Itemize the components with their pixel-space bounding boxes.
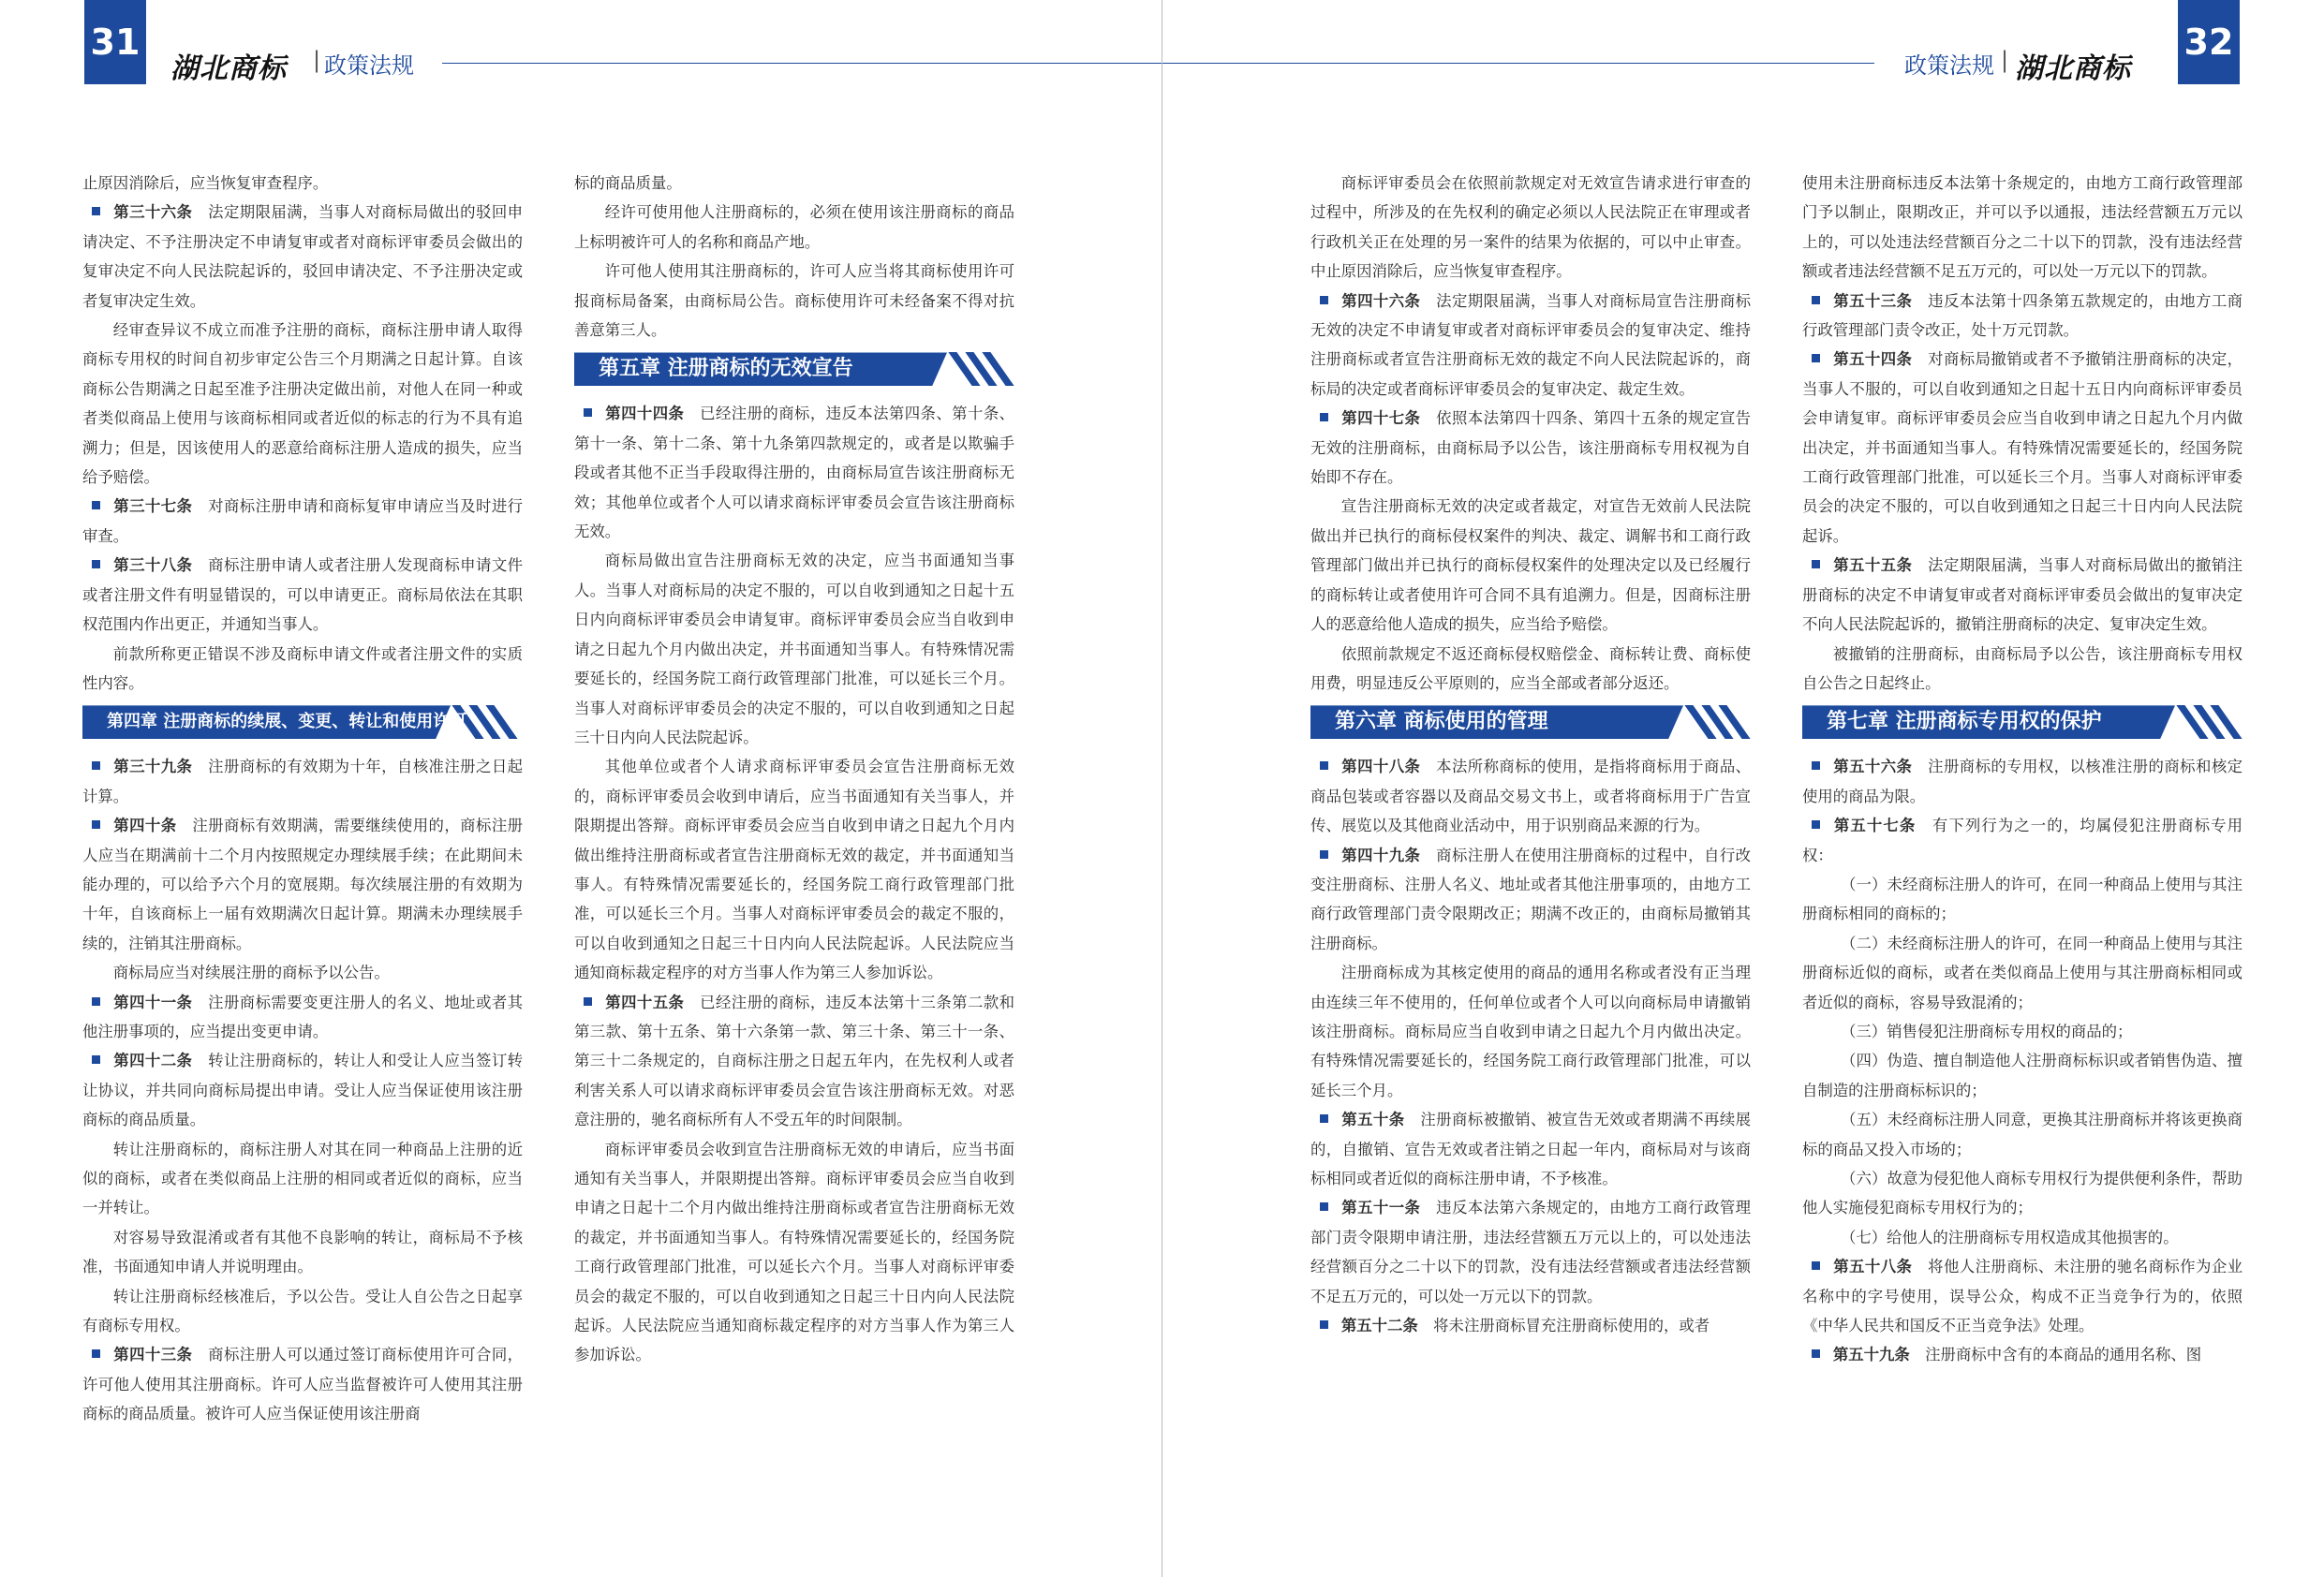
square-bullet-icon [1320, 1320, 1328, 1329]
article-number: 第四十九条 [1340, 846, 1421, 864]
paragraph: 经审查异议不成立而准予注册的商标，商标注册申请人取得商标专用权的时间自初步审定公告三个月期满之日起计算。自该商标公告期满之日起至准予注册决定做出前，对他人在同一种或者类似商品上使用与该商标相同或者近似的标志的行为不具有追溯力；但是，因该使用人的恶意给商标注册人造成的损失，应当给予赔偿。 [82, 321, 523, 487]
law-article [1310, 1105, 1751, 1193]
list-item: （五）未经商标注册人同意，更换其注册商标并将该更换商标的商品又投入市场的； [1802, 1111, 2243, 1158]
square-bullet-icon [584, 408, 592, 417]
law-article [1802, 1340, 2243, 1369]
paragraph: 商标评审委员会在依照前款规定对无效宣告请求进行审查的过程中，所涉及的在先权利的确定必须以人民法院正在审理或者行政机关正在处理的另一案件的结果为依据的，可以中止审查。中止原因消除后，应当恢复审查程序。 [1310, 174, 1751, 281]
article-text: 将未注册商标冒充注册商标使用的，或者 [1433, 1317, 1710, 1335]
right-page-column-2 [1802, 169, 2243, 1370]
square-bullet-icon [92, 501, 100, 509]
article-text: 违反本法第六条规定的，由地方工商行政管理部门责令限期申请注册，违法经营额五万元以上的，可以处违法经营额百分之二十以下的罚款，没有违法经营额或者违法经营额不足五万元的，可以处一万元以下的罚款。 [1310, 1199, 1752, 1305]
chapter-title: 第四章 注册商标的续展、变更、转让和使用许可 [107, 712, 467, 732]
article-text: 将他人注册商标、未注册的驰名商标作为企业名称中的字号使用，误导公众，构成不正当竞争行为的，依照《中华人民共和国反不正当竞争法》处理。 [1802, 1258, 2243, 1335]
paragraph: 标的商品质量。 [574, 174, 682, 192]
article-number: 第五十六条 [1832, 758, 1913, 776]
left-page-column-2 [574, 169, 1014, 1370]
article-number: 第五十七条 [1832, 817, 1917, 835]
article-number: 第三十九条 [112, 758, 193, 776]
paragraph: 前款所称更正错误不涉及商标申请文件或者注册文件的实质性内容。 [82, 644, 523, 692]
page-number-right: 32 [2178, 0, 2240, 84]
article-text: 注册商标的专用权，以核准注册的商标和核定使用的商品为限。 [1802, 758, 2243, 805]
law-article [1310, 404, 1751, 492]
article-number: 第五十九条 [1832, 1346, 1910, 1364]
square-bullet-icon [92, 560, 100, 568]
header-separator-left: | [313, 47, 321, 73]
paragraph: 许可他人使用其注册商标的，许可人应当将其商标使用许可报商标局备案，由商标局公告。商标使用许可未经备案不得对抗善意第三人。 [574, 262, 1014, 340]
chapter-heading [82, 705, 523, 739]
chapter-heading [1802, 705, 2243, 739]
square-bullet-icon [92, 761, 100, 770]
header-separator-right: | [2001, 47, 2009, 73]
article-number: 第四十八条 [1340, 758, 1421, 776]
article-number: 第五十五条 [1832, 556, 1913, 575]
paragraph: 止原因消除后，应当恢复审查程序。 [82, 174, 329, 192]
list-item: （二）未经商标注册人的许可，在同一种商品上使用与其注册商标近似的商标，或者在类似商品上使用与其注册商标相同或者近似的商标，容易导致混淆的； [1802, 934, 2243, 1011]
magazine-logo-left: 湖北商标 [170, 52, 287, 85]
law-article [1310, 752, 1751, 840]
article-number: 第四十四条 [604, 405, 685, 423]
paragraph: 经许可使用他人注册商标的，必须在使用该注册商标的商品上标明被许可人的名称和商品产地。 [574, 203, 1014, 251]
article-number: 第五十八条 [1832, 1258, 1913, 1276]
article-text: 法定期限届满，当事人对商标局做出的驳回申请决定、不予注册决定不申请复审或者对商标评审委员会做出的复审决定不向人民法院起诉的，驳回申请决定、不予注册决定或者复审决定生效。 [82, 203, 524, 310]
law-article [1802, 551, 2243, 639]
article-number: 第三十七条 [112, 497, 193, 516]
law-article [82, 811, 523, 958]
article-number: 第五十三条 [1832, 291, 1913, 310]
paragraph: 被撤销的注册商标，由商标局予以公告，该注册商标专用权自公告之日起终止。 [1802, 644, 2243, 692]
law-article [1310, 287, 1751, 405]
article-text: 有下列行为之一的，均属侵犯注册商标专用权： [1802, 817, 2243, 864]
law-article [1310, 1193, 1751, 1311]
paragraph: 商标局做出宣告注册商标无效的决定，应当书面通知当事人。当事人对商标局的决定不服的，可以自收到通知之日起十五日内向商标评审委员会申请复审。商标评审委员会应当自收到申请之日起九个月内做出决定，并书面通知当事人。有特殊情况需要延长的，经国务院工商行政管理部门批准，可以延长三个月。当事人对商标评审委员会的决定不服的，可以自收到通知之日起三十日内向人民法院起诉。 [574, 552, 1014, 746]
article-text: 注册商标的有效期为十年，自核准注册之日起计算。 [82, 758, 524, 805]
square-bullet-icon [1812, 560, 1820, 568]
article-number: 第五十二条 [1340, 1317, 1418, 1335]
law-article [82, 1046, 523, 1134]
square-bullet-icon [92, 997, 100, 1006]
square-bullet-icon [1320, 413, 1328, 421]
article-number: 第五十条 [1340, 1111, 1405, 1129]
law-article [574, 399, 1014, 546]
law-article [82, 1340, 523, 1428]
article-number: 第四十六条 [1340, 291, 1421, 310]
chapter-title: 第五章 注册商标的无效宣告 [599, 357, 853, 381]
article-text: 商标注册人可以通过签订商标使用许可合同，许可他人使用其注册商标。许可人应当监督被许可人使用其注册商标的商品质量。被许可人应当保证使用该注册商 [82, 1346, 524, 1423]
article-number: 第四十一条 [112, 993, 193, 1011]
article-text: 注册商标中含有的本商品的通用名称、图 [1925, 1346, 2202, 1364]
header-rule-right [1162, 63, 1874, 64]
article-number: 第四十五条 [604, 993, 685, 1011]
article-text: 注册商标被撤销、被宣告无效或者期满不再续展的，自撤销、宣告无效或者注销之日起一年内，商标局对与该商标相同或者近似的商标注册申请，不予核准。 [1310, 1111, 1752, 1187]
paragraph: 商标评审委员会收到宣告注册商标无效的申请后，应当书面通知有关当事人，并限期提出答辩。商标评审委员会应当自收到申请之日起十二个月内做出维持注册商标或者宣告注册商标无效的裁定，并书面通知当事人。有特殊情况需要延长的，经国务院工商行政管理部门批准，可以延长六个月。当事人对商标评审委员会的裁定不服的，可以自收到通知之日起三十日内向人民法院起诉。人民法院应当通知商标裁定程序的对方当事人作为第三人参加诉讼。 [574, 1140, 1014, 1364]
list-item: （六）故意为侵犯他人商标专用权行为提供便利条件，帮助他人实施侵犯商标专用权行为的； [1802, 1170, 2243, 1217]
square-bullet-icon [92, 820, 100, 829]
square-bullet-icon [92, 1055, 100, 1064]
article-number: 第三十六条 [112, 203, 193, 222]
article-text: 依照本法第四十四条、第四十五条的规定宣告无效的注册商标，由商标局予以公告，该注册商标专用权视为自始即不存在。 [1310, 409, 1752, 487]
article-text: 注册商标需要变更注册人的名义、地址或者其他注册事项的，应当提出变更申请。 [82, 993, 524, 1040]
paragraph: 转让注册商标经核准后，予以公告。受让人自公告之日起享有商标专用权。 [82, 1287, 523, 1335]
article-number: 第五十一条 [1340, 1199, 1421, 1217]
list-item: （一）未经商标注册人的许可，在同一种商品上使用与其注册商标相同的商标的； [1802, 875, 2243, 923]
right-page-column-1 [1310, 169, 1751, 1340]
square-bullet-icon [1812, 296, 1820, 304]
chapter-title: 第七章 注册商标专用权的保护 [1827, 710, 2102, 734]
square-bullet-icon [1320, 761, 1328, 770]
article-text: 法定期限届满，当事人对商标局宣告注册商标无效的决定不申请复审或者对商标评审委员会的复审决定、维持注册商标或者宣告注册商标无效的裁定不向人民法院起诉的，商标局的决定或者商标评审委员会的复审决定、裁定生效。 [1310, 291, 1752, 398]
paragraph: 注册商标成为其核定使用的商品的通用名称或者没有正当理由连续三年不使用的，任何单位或者个人可以向商标局申请撤销该注册商标。商标局应当自收到申请之日起九个月内做出决定。有特殊情况需要延长的，经国务院工商行政管理部门批准，可以延长三个月。 [1310, 964, 1751, 1099]
article-text: 商标注册人在使用注册商标的过程中，自行改变注册商标、注册人名义、地址或者其他注册事项的，由地方工商行政管理部门责令限期改正；期满不改正的，由商标局撤销其注册商标。 [1310, 846, 1752, 952]
law-article [1802, 1252, 2243, 1340]
paragraph: 对容易导致混淆或者有其他不良影响的转让，商标局不予核准，书面通知申请人并说明理由。 [82, 1228, 523, 1276]
article-text: 已经注册的商标，违反本法第四条、第十条、第十一条、第十二条、第十九条第四款规定的，或者是以欺骗手段或者其他不正当手段取得注册的，由商标局宣告该注册商标无效；其他单位或者个人可以请求商标评审委员会宣告该注册商标无效。 [574, 405, 1015, 541]
article-text: 注册商标有效期满，需要继续使用的，商标注册人应当在期满前十二个月内按照规定办理续展手续；在此期间未能办理的，可以给予六个月的宽展期。每次续展注册的有效期为十年，自该商标上一届有效期满次日起计算。期满未办理续展手续的，注销其注册商标。 [82, 817, 524, 952]
chapter-heading [1310, 705, 1751, 739]
square-bullet-icon [584, 997, 592, 1006]
paragraph: 转让注册商标的，商标注册人对其在同一种商品上注册的近似的商标，或者在类似商品上注册的相同或者近似的商标，应当一并转让。 [82, 1140, 523, 1217]
article-number: 第五十四条 [1832, 350, 1913, 369]
law-article [1802, 345, 2243, 551]
article-number: 第四十条 [112, 817, 177, 835]
left-page-column-1 [82, 169, 523, 1429]
article-number: 第四十二条 [112, 1052, 193, 1070]
article-text: 对商标注册申请和商标复审申请应当及时进行审查。 [82, 497, 524, 545]
square-bullet-icon [92, 207, 100, 215]
square-bullet-icon [1320, 296, 1328, 304]
article-text: 已经注册的商标，违反本法第十三条第二款和第三款、第十五条、第十六条第一款、第三十条、第三十一条、第三十二条规定的，自商标注册之日起五年内，在先权利人或者利害关系人可以请求商标评审委员会宣告该注册商标无效。对恶意注册的，驰名商标所有人不受五年的时间限制。 [574, 993, 1015, 1129]
article-number: 第四十七条 [1340, 409, 1421, 428]
section-label-left: 政策法规 [324, 52, 414, 79]
article-text: 法定期限届满，当事人对商标局做出的撤销注册商标的决定不申请复审或者对商标评审委员会做出的复审决定不向人民法院起诉的，撤销注册商标的决定、复审决定生效。 [1802, 556, 2243, 634]
article-text: 本法所称商标的使用，是指将商标用于商品、商品包装或者容器以及商品交易文书上，或者将商标用于广告宣传、展览以及其他商业活动中，用于识别商品来源的行为。 [1310, 758, 1752, 835]
square-bullet-icon [1812, 1349, 1820, 1358]
list-item: （七）给他人的注册商标专用权造成其他损害的。 [1841, 1228, 2179, 1246]
page-number-left: 31 [84, 0, 146, 84]
paragraph: 依照前款规定不返还商标侵权赔偿金、商标转让费、商标使用费，明显违反公平原则的，应当全部或者部分返还。 [1310, 644, 1751, 692]
list-item: （三）销售侵犯注册商标专用权的商品的； [1841, 1022, 2133, 1040]
law-article [82, 752, 523, 811]
square-bullet-icon [1812, 1261, 1820, 1270]
article-text: 转让注册商标的，转让人和受让人应当签订转让协议，并共同向商标局提出申请。受让人应当保证使用该注册商标的商品质量。 [82, 1052, 524, 1129]
square-bullet-icon [92, 1349, 100, 1358]
law-article [574, 988, 1014, 1135]
law-article [1802, 287, 2243, 346]
square-bullet-icon [1812, 354, 1820, 362]
paragraph: 其他单位或者个人请求商标评审委员会宣告注册商标无效的，商标评审委员会收到申请后，应当书面通知有关当事人，并限期提出答辩。商标评审委员会应当自收到申请之日起九个月内做出维持注册商标或者宣告注册商标无效的裁定，并书面通知当事人。有特殊情况需要延长的，经国务院工商行政管理部门批准，可以延长三个月。当事人对商标评审委员会的裁定不服的，可以自收到通知之日起三十日内向人民法院起诉。人民法院应当通知商标裁定程序的对方当事人作为第三人参加诉讼。 [574, 758, 1014, 982]
square-bullet-icon [1320, 1202, 1328, 1211]
chapter-heading [574, 352, 1014, 386]
law-article [1310, 1311, 1751, 1340]
law-article [82, 988, 523, 1047]
magazine-logo-right: 湖北商标 [2015, 52, 2131, 85]
square-bullet-icon [1812, 761, 1820, 770]
article-text: 商标注册申请人或者注册人发现商标申请文件或者注册文件有明显错误的，可以申请更正。商标局依法在其职权范围内作出更正，并通知当事人。 [82, 556, 524, 634]
header-rule-left [442, 63, 1162, 64]
law-article [82, 551, 523, 639]
law-article [82, 492, 523, 551]
square-bullet-icon [1320, 850, 1328, 859]
article-text: 违反本法第十四条第五款规定的，由地方工商行政管理部门责令改正，处十万元罚款。 [1802, 291, 2243, 340]
paragraph: 宣告注册商标无效的决定或者裁定，对宣告无效前人民法院做出并已执行的商标侵权案件的判决、裁定、调解书和工商行政管理部门做出并已执行的商标侵权案件的处理决定以及已经履行的商标转让或者使用许可合同不具有追溯力。但是，因商标注册人的恶意给他人造成的损失，应当给予赔偿。 [1310, 497, 1751, 634]
square-bullet-icon [1812, 820, 1820, 829]
square-bullet-icon [1320, 1114, 1328, 1123]
right-page [1162, 0, 2324, 1577]
paragraph: 使用未注册商标违反本法第十条规定的，由地方工商行政管理部门予以制止，限期改正，并可以予以通报，违法经营额五万元以上的，可以处违法经营额百分之二十以下的罚款，没有违法经营额或者违法经营额不足五万元的，可以处一万元以下的罚款。 [1802, 174, 2243, 281]
chapter-title: 第六章 商标使用的管理 [1335, 710, 1548, 734]
article-number: 第四十三条 [112, 1346, 193, 1364]
article-text: 对商标局撤销或者不予撤销注册商标的决定，当事人不服的，可以自收到通知之日起十五日内向商标评审委员会申请复审。商标评审委员会应当自收到申请之日起九个月内做出决定，并书面通知当事人。有特殊情况需要延长的，经国务院工商行政管理部门批准，可以延长三个月。当事人对商标评审委员会的决定不服的，可以自收到通知之日起三十日内向人民法院起诉。 [1802, 350, 2243, 545]
article-number: 第三十八条 [112, 556, 193, 575]
law-article [1802, 811, 2243, 870]
law-article [82, 198, 523, 316]
paragraph: 商标局应当对续展注册的商标予以公告。 [112, 964, 390, 982]
section-label-right: 政策法规 [1904, 52, 1994, 79]
law-article [1310, 841, 1751, 959]
law-article [1802, 752, 2243, 811]
list-item: （四）伪造、擅自制造他人注册商标标识或者销售伪造、擅自制造的注册商标标识的； [1802, 1052, 2243, 1099]
